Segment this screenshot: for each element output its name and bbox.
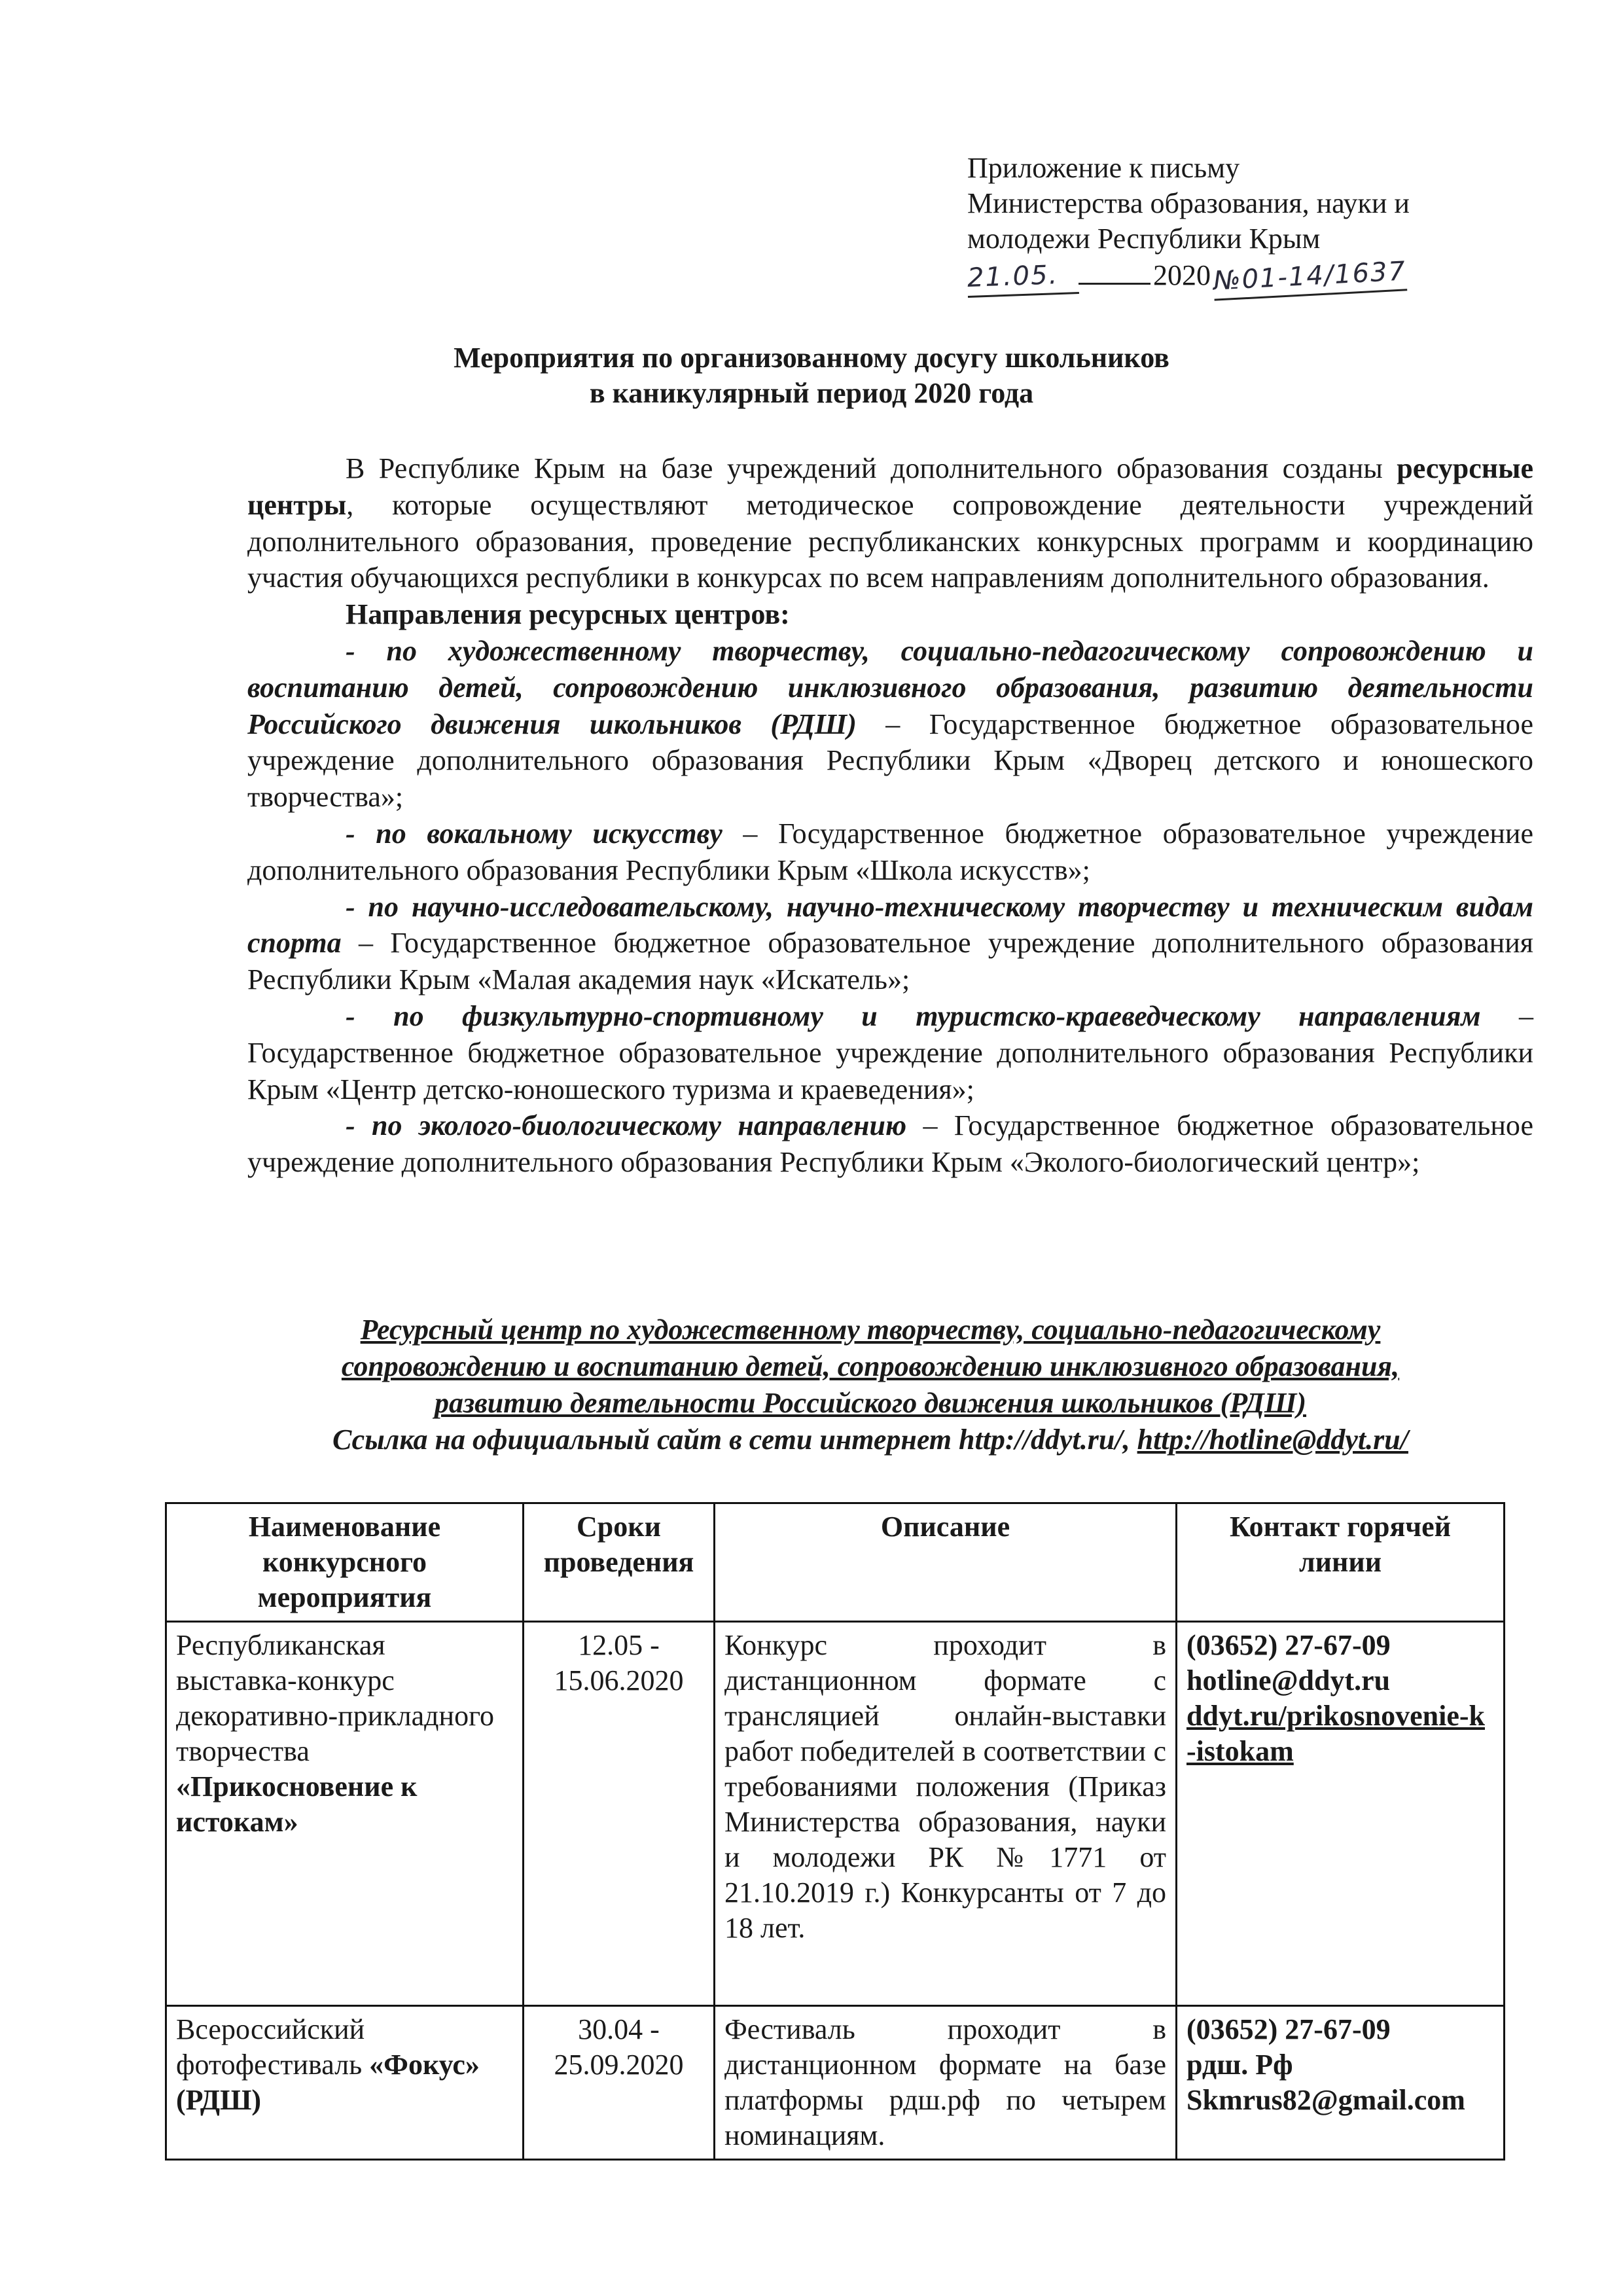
contact-link[interactable]: ddyt.ru/prikosnovenie-k-istokam [1186,1700,1485,1767]
rc-line-2: сопровождению и воспитанию детей, сопровождению инклюзивного образования, [341,1350,1400,1382]
direction-item [247,889,1533,998]
direction-title: - по физкультурно-спортивному и туристско-краеведческому направлениям [346,999,1481,1032]
direction-text: – Государственное бюджетное образовательное учреждение дополнительного образования Республики Крым «Эколого-биологический центр»; [247,1109,1533,1179]
intro-paragraph [247,450,1533,596]
rc-site-link-line [196,1422,1544,1458]
event-name-bold: «Прикосновение к истокам» [176,1770,418,1838]
direction-item [247,816,1533,889]
direction-item [247,633,1533,816]
appendix-note [967,151,1504,296]
appendix-line-1: Приложение к письму [967,152,1240,184]
event-description: Фестиваль проходит в дистанционном формате на базе платформы рдш.рф по четырем номинациям. [715,2006,1177,2160]
event-dates: 30.04 - 25.09.2020 [524,2006,715,2160]
directions-heading: Направления ресурсных центров: [346,598,790,631]
table-row [166,2006,1505,2160]
rc-hotline-link[interactable]: http://hotline@ddyt.ru/ [1137,1424,1408,1456]
event-name-bold: «Фокус» (РДШ) [176,2049,480,2116]
event-contact-cell [1177,2006,1505,2160]
resource-center-heading [196,1312,1544,1458]
direction-title: - по эколого-биологическому направлению [346,1109,907,1142]
events-table [165,1502,1505,2161]
event-description: Конкурс проходит в дистанционном формате с трансляцией онлайн-выставки работ победителей в соответствии с требованиями положения (Приказ Министерства образования, науки и молодежи РК №1771 от 21.10.2019 г.) Конкурсанты от 7 до 18 лет. [715,1622,1177,2006]
direction-title: - по художественному творчеству, социально-педагогическому сопровождению и воспитанию детей, сопровождению инклюзивного образования, развитию деятельности Российского движения школьников (РДШ) [247,634,1533,740]
event-name: Республиканская выставка-конкурс декоративно-прикладного творчества [176,1629,495,1767]
title-line-1: Мероприятия по организованному досугу школьников [454,342,1169,374]
rc-link-prefix[interactable]: Ссылка на официальный сайт в сети интернет http://ddyt.ru/, [332,1424,1137,1456]
header-description: Описание [715,1503,1177,1622]
event-dates: 12.05 - 15.06.2020 [524,1622,715,2006]
header-dates: Сроки проведения [524,1503,715,1622]
direction-text: – Государственное бюджетное образовательное учреждение дополнительного образования Республики Крым «Малая академия наук «Искатель»; [247,927,1533,996]
header-event-name: Наименование конкурсного мероприятия [166,1503,524,1622]
direction-item [247,1107,1533,1181]
contact-phone: (03652) 27-67-09 [1186,1629,1391,1661]
contact-phone: (03652) 27-67-09 [1186,2013,1391,2045]
direction-item [247,998,1533,1107]
direction-title: - по вокальному искусству [346,817,722,850]
rc-line-1: Ресурсный центр по художественному творчеству, социально-педагогическому [360,1314,1381,1346]
appendix-line-3: молодежи Республики Крым [967,223,1321,255]
direction-text: – Государственное бюджетное образовательное учреждение дополнительного образования Республики Крым «Школа искусств»; [247,817,1533,886]
table-row [166,1622,1505,2006]
document-body [247,450,1533,1181]
appendix-line-2: Министерства образования, науки и [967,187,1410,219]
title-line-2: в каникулярный период 2020 года [589,377,1034,409]
document-title [157,340,1466,411]
handwritten-number: №01-14/1637 [1213,253,1408,300]
intro-bold-term: ресурсные центры [247,452,1534,521]
handwritten-date: 21.05. [967,257,1079,298]
event-contact-cell [1177,1622,1505,2006]
event-name-cell [166,2006,524,2160]
registration-year: 2020 [1153,259,1211,291]
intro-text-2: , которые осуществляют методическое сопровождение деятельности учреждений дополнительного образования, проведение республиканских конкурсных программ и координацию участия обучающихся республики в конкурсах по всем направлениям дополнительного образования. [247,488,1533,594]
table-header-row [166,1503,1505,1622]
direction-text: – Государственное бюджетное образовательное учреждение дополнительного образования Республики Крым «Центр детско-юношеского туризма и краеведения»; [247,999,1534,1105]
intro-text-1: В Республике Крым на базе учреждений дополнительного образования созданы [346,452,1383,484]
event-name-cell [166,1622,524,2006]
registration-line [967,258,1504,296]
rc-line-3: развитию деятельности Российского движения школьников (РДШ) [434,1387,1307,1419]
direction-title: - по научно-исследовательскому, научно-техническому творчеству и техническим видам спорта [247,890,1533,960]
contact-site[interactable]: рдш. Рф [1186,2049,1293,2081]
contact-email[interactable]: hotline@ddyt.ru [1186,1664,1391,1696]
date-blank-line [1079,283,1150,285]
direction-text: – Государственное бюджетное образовательное учреждение дополнительного образования Республики Крым «Дворец детского и юношеского творчества»; [247,708,1533,814]
header-hotline-contact: Контакт горячей линии [1177,1503,1505,1622]
contact-email[interactable]: Skmrus82@gmail.com [1186,2084,1465,2116]
event-name: Всероссийский фотофестиваль [176,2013,370,2081]
